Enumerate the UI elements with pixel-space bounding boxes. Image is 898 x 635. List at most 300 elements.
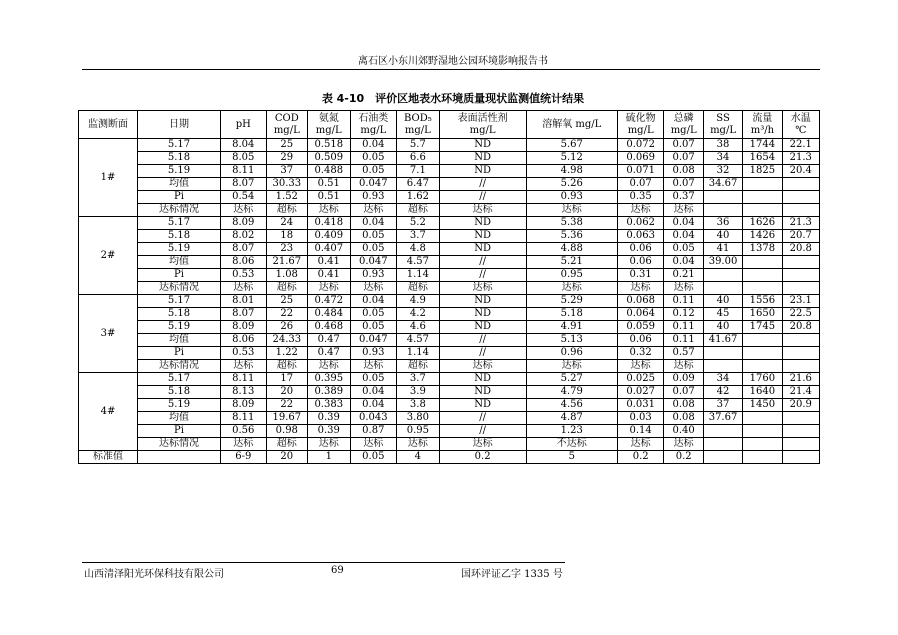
table-cell: 4.56 [526,399,617,412]
column-header: pH [220,111,266,139]
table-row [79,321,820,334]
table-cell: 0.05 [350,373,397,386]
table-cell: 0.064 [617,308,664,321]
table-cell: 0.059 [617,321,664,334]
table-cell [782,282,819,295]
table-cell: // [439,334,526,347]
table-cell: 8.11 [220,165,266,178]
footer-certificate: 国环评证乙字 1335 号 [461,569,563,580]
table-cell [782,191,819,204]
table-cell [703,347,742,360]
table-cell: 5.27 [526,373,617,386]
table-cell: 达标 [308,360,350,373]
table-cell: 30.33 [266,178,307,191]
table-cell: 超标 [266,282,307,295]
table-cell: 41 [703,243,742,256]
table-cell: 5.19 [138,399,221,412]
table-row [79,191,820,204]
table-cell: 1654 [743,152,782,165]
table-cell: 4.87 [526,412,617,425]
table-cell: 0.53 [220,347,266,360]
table-cell [743,204,782,217]
table-cell: 0.87 [350,425,397,438]
table-cell: 4.8 [397,243,439,256]
table-cell: 0.08 [664,399,703,412]
table-cell: 0.025 [617,373,664,386]
table-cell [743,256,782,269]
table-cell: 0.31 [617,269,664,282]
table-body [79,139,820,464]
table-cell: 达标 [397,438,439,451]
table-row [79,152,820,165]
table-title: 表 4-10 评价区地表水环境质量现状监测值统计结果 [321,92,585,105]
table-cell: 24 [266,217,307,230]
table-cell: // [439,178,526,191]
table-cell: 0.04 [664,230,703,243]
section-name-cell: 3# [79,295,138,373]
table-cell: 34.67 [703,178,742,191]
table-cell: Pi [138,191,221,204]
standard-cell: 0.05 [350,451,397,464]
table-cell: 达标 [664,360,703,373]
table-cell: 达标 [439,438,526,451]
table-cell: 5.12 [526,152,617,165]
table-cell: 0.05 [350,321,397,334]
table-cell: 达标 [220,360,266,373]
table-cell: 0.35 [617,191,664,204]
table-cell: 25 [266,139,307,152]
table-cell: 1.08 [266,269,307,282]
table-cell: 20.9 [782,399,819,412]
table-cell [743,347,782,360]
table-cell: 1626 [743,217,782,230]
table-row [79,399,820,412]
standard-row [79,451,820,464]
table-cell: 达标 [350,282,397,295]
table-cell: 22.1 [782,139,819,152]
column-header: COD mg/L [266,111,307,139]
table-cell: 5.17 [138,139,221,152]
table-cell: 1.14 [397,269,439,282]
table-cell: 达标 [350,204,397,217]
table-cell: 0.56 [220,425,266,438]
table-cell: 达标情况 [138,282,221,295]
table-cell: 1426 [743,230,782,243]
table-cell [743,269,782,282]
table-cell: 达标 [350,438,397,451]
table-cell: 29 [266,152,307,165]
table-cell: 8.13 [220,386,266,399]
table-cell: 0.063 [617,230,664,243]
table-cell: 达标 [439,282,526,295]
table-cell: 0.41 [308,256,350,269]
table-row [79,217,820,230]
table-cell: Pi [138,347,221,360]
table-cell: 0.04 [664,217,703,230]
table-cell: 1745 [743,321,782,334]
table-cell: 40 [703,321,742,334]
table-cell: 3.7 [397,230,439,243]
standard-cell [743,451,782,464]
table-cell: ND [439,295,526,308]
table-cell: 达标 [617,204,664,217]
table-cell: 39.00 [703,256,742,269]
table-row [79,165,820,178]
table-cell: 20 [266,386,307,399]
table-cell [743,360,782,373]
table-cell: 0.07 [664,386,703,399]
table-row [79,425,820,438]
column-header: 石油类 mg/L [350,111,397,139]
standard-cell: 4 [397,451,439,464]
table-cell: 21.3 [782,152,819,165]
table-cell: 0.47 [308,334,350,347]
table-cell: 23 [266,243,307,256]
table-cell: 0.047 [350,334,397,347]
table-cell: 达标 [526,360,617,373]
table-cell: 达标 [220,204,266,217]
table-cell: 8.01 [220,295,266,308]
table-cell: 5.19 [138,321,221,334]
table-cell [743,282,782,295]
table-cell: 5.26 [526,178,617,191]
table-cell: 0.06 [617,243,664,256]
table-cell: 4.88 [526,243,617,256]
table-cell: 0.03 [617,412,664,425]
table-cell: 41.67 [703,334,742,347]
table-row [79,438,820,451]
table-cell: 0.96 [526,347,617,360]
table-cell: 0.047 [350,178,397,191]
table-cell: 达标 [308,282,350,295]
page-number: 69 [331,565,344,576]
table-cell: 达标 [308,438,350,451]
column-header: 硫化物 mg/L [617,111,664,139]
table-cell: 超标 [266,360,307,373]
table-cell: ND [439,152,526,165]
table-cell: ND [439,230,526,243]
table-cell: 0.468 [308,321,350,334]
table-header-row [79,111,820,139]
table-cell: 23.1 [782,295,819,308]
table-cell: 34 [703,152,742,165]
table-cell: 达标情况 [138,438,221,451]
table-cell: 1.62 [397,191,439,204]
table-cell: ND [439,165,526,178]
column-header: 溶解氧 mg/L [526,111,617,139]
table-cell: // [439,347,526,360]
table-cell [703,438,742,451]
table-cell: 0.54 [220,191,266,204]
table-cell: 6.47 [397,178,439,191]
table-cell: 19.67 [266,412,307,425]
table-row [79,308,820,321]
table-cell: 4.98 [526,165,617,178]
table-cell: 0.93 [350,191,397,204]
column-header: 流量 m³/h [743,111,782,139]
table-cell: 0.05 [350,308,397,321]
section-name-cell: 4# [79,373,138,451]
standard-cell [703,451,742,464]
table-cell: 0.05 [350,165,397,178]
table-cell: 1556 [743,295,782,308]
table-cell: 4.91 [526,321,617,334]
table-row [79,178,820,191]
column-header: 监测断面 [79,111,138,139]
table-cell: 21.4 [782,386,819,399]
table-cell: 4.57 [397,256,439,269]
table-cell: 21.6 [782,373,819,386]
column-header: 氨氮 mg/L [308,111,350,139]
table-cell: 0.04 [350,386,397,399]
table-cell: 37 [266,165,307,178]
table-cell: 32 [703,165,742,178]
table-row [79,282,820,295]
standard-cell: 1 [308,451,350,464]
table-cell: 达标 [220,282,266,295]
standard-cell [138,451,221,464]
table-cell: 25 [266,295,307,308]
table-cell: 3.8 [397,399,439,412]
table-cell: 0.068 [617,295,664,308]
table-cell: 超标 [397,282,439,295]
table-cell: ND [439,139,526,152]
table-cell: 0.05 [664,243,703,256]
table-cell: 4.2 [397,308,439,321]
table-cell: 0.39 [308,412,350,425]
table-cell: 达标 [617,438,664,451]
table-cell: 0.509 [308,152,350,165]
table-cell: 5.17 [138,295,221,308]
table-row [79,412,820,425]
table-cell [703,204,742,217]
table-cell: 18 [266,230,307,243]
table-cell: 0.47 [308,347,350,360]
section-name-cell: 1# [79,139,138,217]
table-cell: 5.18 [138,230,221,243]
table-cell [703,191,742,204]
table-cell: 0.04 [664,256,703,269]
table-cell: 0.32 [617,347,664,360]
table-cell: 20.8 [782,243,819,256]
table-cell: 0.93 [350,269,397,282]
table-cell [703,269,742,282]
table-cell: 0.40 [664,425,703,438]
table-cell: 0.37 [664,191,703,204]
table-cell [782,204,819,217]
column-header: 水温 ℃ [782,111,819,139]
table-cell: 达标情况 [138,360,221,373]
table-cell: 1450 [743,399,782,412]
table-cell: 0.069 [617,152,664,165]
footer-rule [82,562,565,563]
table-cell: 达标 [526,204,617,217]
table-cell: 达标 [664,438,703,451]
table-cell [743,425,782,438]
table-cell: 0.484 [308,308,350,321]
table-cell: 0.06 [617,256,664,269]
page-header: 离石区小东川郊野湿地公园环境影响报告书 [358,56,548,67]
table-cell: ND [439,373,526,386]
table-cell: 0.98 [266,425,307,438]
table-cell: 4.79 [526,386,617,399]
table-cell: ND [439,399,526,412]
table-cell: 0.031 [617,399,664,412]
table-cell: 0.472 [308,295,350,308]
table-cell: 0.93 [526,191,617,204]
table-cell: 达标 [664,282,703,295]
table-cell: 超标 [397,360,439,373]
table-cell: 5.19 [138,243,221,256]
table-cell: Pi [138,269,221,282]
section-name-cell: 2# [79,217,138,295]
table-cell [782,425,819,438]
table-cell: 0.53 [220,269,266,282]
table-cell [743,412,782,425]
table-cell: 0.04 [350,217,397,230]
table-cell: ND [439,243,526,256]
table-cell [743,191,782,204]
table-cell: 42 [703,386,742,399]
table-cell [782,360,819,373]
table-row [79,243,820,256]
table-cell: 22 [266,399,307,412]
table-row [79,256,820,269]
table-cell: 0.409 [308,230,350,243]
table-cell: 4.9 [397,295,439,308]
standard-cell: 0.2 [439,451,526,464]
table-cell: 达标 [617,360,664,373]
table-cell: 7.1 [397,165,439,178]
table-cell: 0.93 [350,347,397,360]
table-cell [782,334,819,347]
table-cell [782,178,819,191]
table-cell: 8.07 [220,308,266,321]
table-cell: 0.06 [617,334,664,347]
column-header: BOD₅ mg/L [397,111,439,139]
table-cell: 0.11 [664,321,703,334]
table-cell: 40 [703,295,742,308]
table-cell: 1.52 [266,191,307,204]
table-cell: 0.04 [350,139,397,152]
table-cell: 8.06 [220,256,266,269]
table-cell: 0.51 [308,191,350,204]
table-cell: 8.07 [220,243,266,256]
table-row [79,269,820,282]
table-cell: 5.7 [397,139,439,152]
table-cell: 5.18 [138,152,221,165]
table-cell: 5.2 [397,217,439,230]
footer-company: 山西清泽阳光环保科技有限公司 [84,569,224,580]
table-cell: 均值 [138,412,221,425]
table-cell: 0.39 [308,425,350,438]
table-cell: 4.6 [397,321,439,334]
table-cell: 1825 [743,165,782,178]
standard-cell: 6-9 [220,451,266,464]
table-cell: 5.21 [526,256,617,269]
table-row [79,204,820,217]
table-cell: 0.072 [617,139,664,152]
table-cell: 0.062 [617,217,664,230]
table-cell: 3.9 [397,386,439,399]
table-cell: 0.08 [664,412,703,425]
table-cell: 1378 [743,243,782,256]
table-cell: 1.14 [397,347,439,360]
table-cell: 0.418 [308,217,350,230]
table-cell: ND [439,386,526,399]
table-cell: 0.518 [308,139,350,152]
table-cell: 8.05 [220,152,266,165]
table-cell: 4.57 [397,334,439,347]
table-cell: 0.21 [664,269,703,282]
table-cell: 5.13 [526,334,617,347]
table-cell: 5.17 [138,217,221,230]
table-cell: 5.19 [138,165,221,178]
table-cell: 0.07 [664,152,703,165]
table-cell [782,438,819,451]
table-cell: 达标 [664,204,703,217]
table-cell: 1650 [743,308,782,321]
table-cell: 21.67 [266,256,307,269]
table-row [79,360,820,373]
table-cell: 达标 [439,204,526,217]
table-cell: // [439,412,526,425]
table-cell: 3.7 [397,373,439,386]
table-cell: Pi [138,425,221,438]
table-cell: 8.09 [220,399,266,412]
table-cell: 0.05 [350,243,397,256]
header-rule [82,69,820,70]
table-row [79,139,820,152]
table-cell: 达标 [308,204,350,217]
table-cell: 37 [703,399,742,412]
table-cell: 8.09 [220,321,266,334]
table-cell: 均值 [138,334,221,347]
table-cell: 0.05 [350,230,397,243]
table-cell: 8.09 [220,217,266,230]
table-cell: 0.047 [350,256,397,269]
table-cell: 40 [703,230,742,243]
table-cell: 0.071 [617,165,664,178]
table-cell [743,178,782,191]
table-cell: ND [439,321,526,334]
column-header: 表面活性剂 mg/L [439,111,526,139]
table-cell: 0.07 [617,178,664,191]
column-header: SS mg/L [703,111,742,139]
table-cell: 5.38 [526,217,617,230]
table-cell: 0.95 [397,425,439,438]
table-cell: 0.07 [664,178,703,191]
table-cell: 0.95 [526,269,617,282]
table-cell: 0.04 [350,399,397,412]
table-cell [703,360,742,373]
standard-cell: 0.2 [617,451,664,464]
table-cell: 达标 [220,438,266,451]
table-cell: 1.23 [526,425,617,438]
table-cell: 0.11 [664,334,703,347]
table-cell: 17 [266,373,307,386]
table-cell: 45 [703,308,742,321]
table-cell: 3.80 [397,412,439,425]
table-cell: 超标 [266,204,307,217]
table-row [79,334,820,347]
table-cell: 均值 [138,256,221,269]
table-cell: 0.57 [664,347,703,360]
table-cell: 0.05 [350,152,397,165]
table-cell: 26 [266,321,307,334]
table-row [79,347,820,360]
table-cell [782,412,819,425]
